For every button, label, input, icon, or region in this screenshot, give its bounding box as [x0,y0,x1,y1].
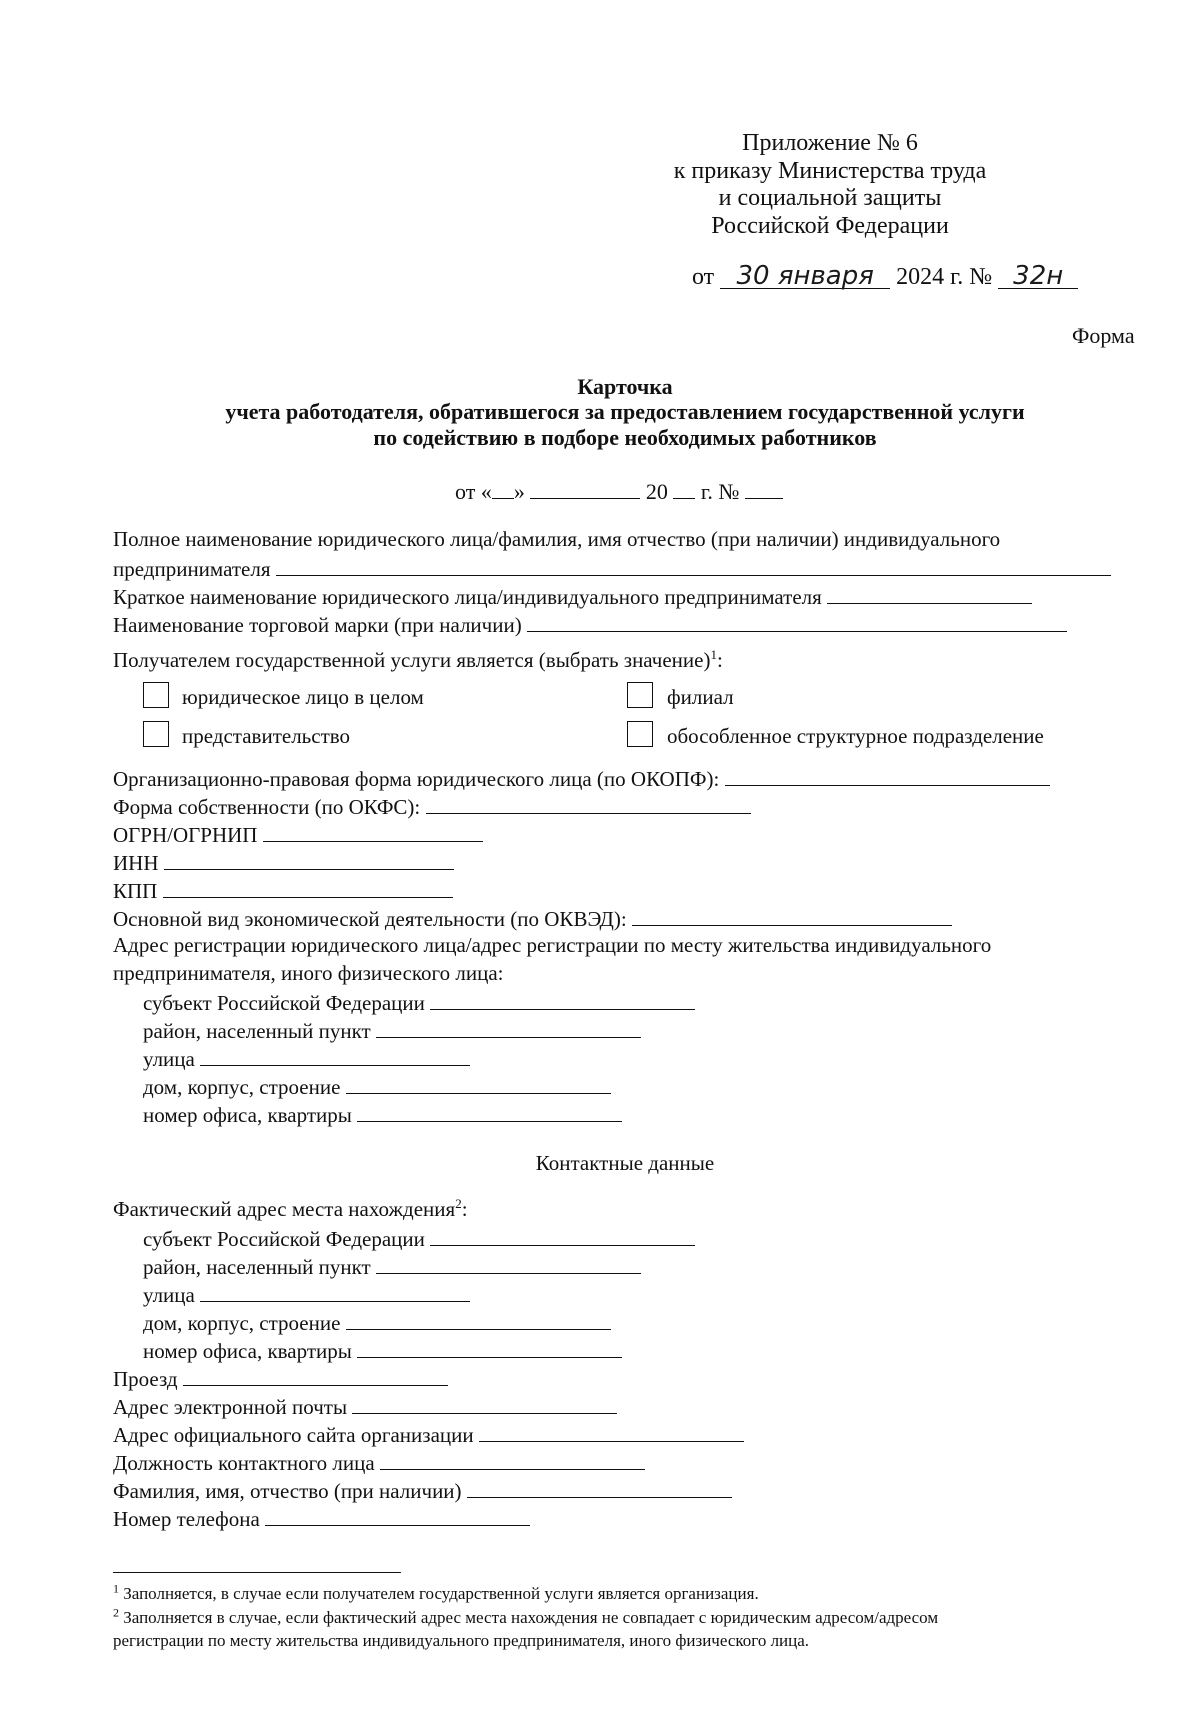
footnote-2 [113,1605,939,1628]
act-subject-row [143,1225,695,1251]
appendix-date-prefix: от [692,264,715,290]
document-title [100,374,1150,450]
appendix-block [640,130,1020,240]
kpp-row [113,877,453,903]
title-line-1: Карточка [577,374,673,399]
appendix-date-year: 2024 г. № [896,264,993,290]
okved-label: Основной вид экономической деятельности (по ОКВЭД): [113,907,627,931]
footnote-1-text: Заполняется, в случае если получателем государственной услуги является организация. [123,1584,759,1603]
route-label: Проезд [113,1367,178,1391]
act-office-row [143,1337,622,1363]
card-number-label: г. № [700,479,740,504]
ogrn-field[interactable] [263,821,483,842]
contacts-heading: Контактные данные [535,1151,715,1175]
separate-unit-label: обособленное структурное подразделение [667,724,1044,748]
trademark-field[interactable] [527,611,1067,632]
card-date-quote: » [513,479,525,504]
title-line-2: учета работодателя, обратившегося за предоставлением государственной услуги [225,399,1025,425]
footnote-separator [113,1572,401,1573]
website-row [113,1421,744,1447]
route-row [113,1365,448,1391]
inn-row [113,849,454,875]
okfs-field[interactable] [426,793,751,814]
appendix-line-2: к приказу Министерства труда [673,157,987,184]
inn-field[interactable] [164,849,454,870]
separate-unit-checkbox[interactable] [627,721,653,747]
representative-label: представительство [182,724,351,748]
website-field[interactable] [479,1421,744,1442]
act-office-label: номер офиса, квартиры [143,1339,352,1363]
title-line-3: по содействию в подборе необходимых работников [373,424,877,450]
trademark-label: Наименование торговой марки (при наличии) [113,613,522,637]
trademark-row [113,611,1067,637]
okfs-label: Форма собственности (по ОКФС): [113,795,421,819]
reg-subject-label: субъект Российской Федерации [143,991,425,1015]
full-name-field[interactable] [276,555,1111,576]
legal-entity-checkbox[interactable] [143,682,169,708]
full-name-label-line2: предпринимателя [113,557,271,581]
actual-address-row [113,1197,468,1221]
act-district-row [143,1253,641,1279]
inn-label: ИНН [113,851,159,875]
branch-checkbox[interactable] [627,682,653,708]
short-name-label: Краткое наименование юридического лица/индивидуального предпринимателя [113,585,822,609]
act-street-label: улица [143,1283,195,1307]
position-label: Должность контактного лица [113,1451,375,1475]
reg-district-field[interactable] [376,1017,641,1038]
footnote-2-number: 2 [113,1605,119,1620]
reg-office-label: номер офиса, квартиры [143,1103,352,1127]
reg-house-row [143,1073,611,1099]
ogrn-label: ОГРН/ОГРНИП [113,823,258,847]
position-field[interactable] [380,1449,645,1470]
okopf-row [113,765,1050,791]
reg-office-field[interactable] [357,1101,622,1122]
reg-district-label: район, населенный пункт [143,1019,371,1043]
recipient-footnote-ref: 1 [710,647,717,662]
branch-label: филиал [667,685,734,709]
appendix-line-1: Приложение № 6 [742,130,918,156]
footnote-1 [113,1581,759,1604]
reg-office-row [143,1101,622,1127]
email-field[interactable] [352,1393,617,1414]
full-name-row [113,555,1111,581]
act-house-field[interactable] [346,1309,611,1330]
email-label: Адрес электронной почты [113,1395,348,1419]
footnote-2-text-line1: Заполняется в случае, если фактический адрес места нахождения не совпадает с юридическим адресом/адресом [123,1608,939,1627]
legal-entity-label: юридическое лицо в целом [182,685,424,709]
actual-address-label: Фактический адрес места нахождения [113,1197,456,1221]
reg-district-row [143,1017,641,1043]
card-year-field[interactable] [673,478,695,499]
reg-house-field[interactable] [346,1073,611,1094]
phone-field[interactable] [265,1505,530,1526]
act-house-row [143,1309,611,1335]
email-row [113,1393,617,1419]
appendix-date-line [692,262,1078,292]
reg-street-field[interactable] [200,1045,470,1066]
card-date-line [455,478,783,504]
reg-address-label-line2: предпринимателя, иного физического лица: [113,961,504,985]
route-field[interactable] [183,1365,448,1386]
act-district-field[interactable] [376,1253,641,1274]
fio-field[interactable] [467,1477,732,1498]
act-street-row [143,1281,470,1307]
card-day-field[interactable] [492,478,514,499]
act-office-field[interactable] [357,1337,622,1358]
fio-row [113,1477,732,1503]
appendix-line-4: Российской Федерации [711,212,949,239]
act-street-field[interactable] [200,1281,470,1302]
actual-address-footnote-ref: 2 [455,1196,462,1211]
okopf-label: Организационно-правовая форма юридического лица (по ОКОПФ): [113,767,720,791]
short-name-row [113,583,1032,609]
reg-address-label-line1: Адрес регистрации юридического лица/адрес регистрации по месту жительства индивидуального [113,933,992,957]
okfs-row [113,793,751,819]
recipient-colon: : [716,648,723,672]
act-house-label: дом, корпус, строение [143,1311,341,1335]
fio-label: Фамилия, имя, отчество (при наличии) [113,1479,462,1503]
position-row [113,1449,645,1475]
card-year-prefix: 20 [645,479,668,504]
kpp-field[interactable] [163,877,453,898]
recipient-row [113,648,723,672]
phone-label: Номер телефона [113,1507,260,1531]
website-label: Адрес официального сайта организации [113,1423,474,1447]
actual-address-colon: : [461,1197,468,1221]
short-name-field[interactable] [827,583,1032,604]
full-name-label-line1: Полное наименование юридического лица/фамилия, имя отчество (при наличии) индивидуального [113,527,1001,551]
appendix-number-handwritten: 32н [998,262,1078,289]
act-subject-label: субъект Российской Федерации [143,1227,425,1251]
card-month-field[interactable] [530,478,640,499]
form-label: Форма [1072,323,1135,348]
card-date-prefix: от « [455,479,492,504]
appendix-line-3: и социальной защиты [718,185,942,212]
recipient-label: Получателем государственной услуги является (выбрать значение) [113,648,711,672]
okopf-field[interactable] [725,765,1050,786]
reg-subject-field[interactable] [430,989,695,1010]
footnote-1-number: 1 [113,1581,119,1596]
footnote-2-text-line2: регистрации по месту жительства индивидуального предпринимателя, иного физического лица. [113,1631,810,1650]
phone-row [113,1505,530,1531]
reg-street-label: улица [143,1047,195,1071]
act-district-label: район, населенный пункт [143,1255,371,1279]
card-number-field[interactable] [745,478,783,499]
act-subject-field[interactable] [430,1225,695,1246]
appendix-date-handwritten: 30 января [720,262,890,289]
representative-checkbox[interactable] [143,721,169,747]
reg-subject-row [143,989,695,1015]
okved-row [113,905,952,931]
reg-house-label: дом, корпус, строение [143,1075,341,1099]
reg-street-row [143,1045,470,1071]
okved-field[interactable] [632,905,952,926]
ogrn-row [113,821,483,847]
kpp-label: КПП [113,879,158,903]
